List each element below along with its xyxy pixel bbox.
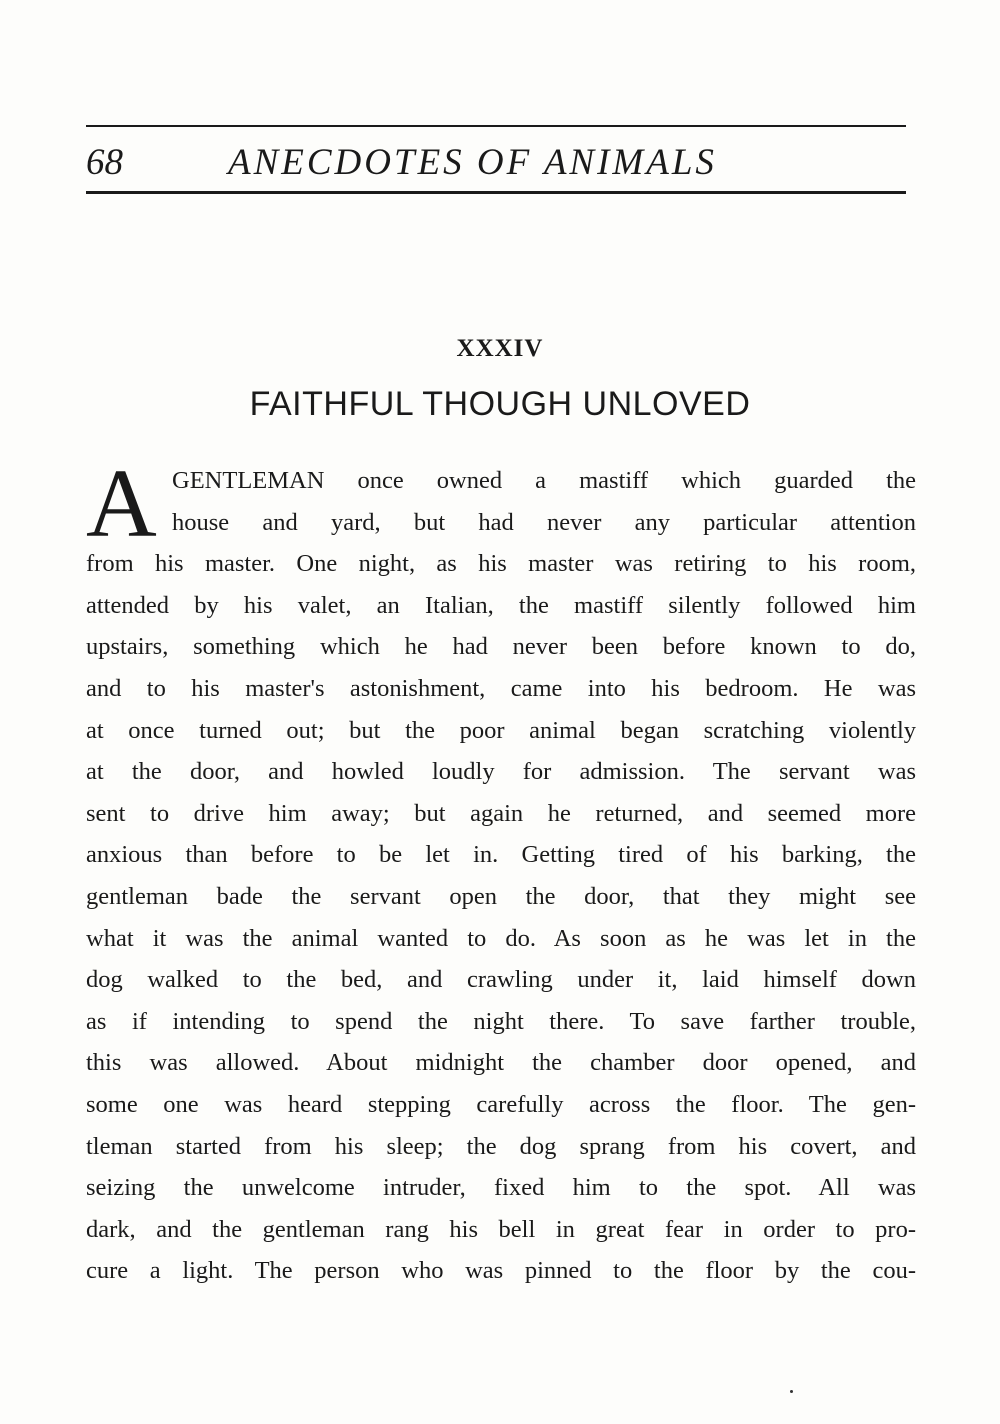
paragraph	[86, 450, 916, 1292]
text-line: GENTLEMAN once owned a mastiff which guarded the	[172, 467, 916, 494]
header-rule-bottom	[86, 191, 906, 194]
body-text	[86, 450, 916, 1292]
text-line: and to his master's astonishment, came into his bedroom. He was	[86, 674, 916, 702]
page-number: 68	[86, 142, 123, 183]
text-line: seizing the unwelcome intruder, fixed him to the spot. All was	[86, 1174, 916, 1202]
text-line: house and yard, but had never any particular attention	[172, 508, 916, 536]
text-line: what it was the animal wanted to do. As soon as he was let in the	[86, 924, 916, 952]
text-line: from his master. One night, as his master was retiring to his room,	[86, 550, 916, 578]
text-line: sent to drive him away; but again he returned, and seemed more	[86, 799, 916, 827]
running-head	[86, 138, 906, 188]
text-line: dog walked to the bed, and crawling under it, laid himself down	[86, 966, 916, 994]
text-line: upstairs, something which he had never been before known to do,	[86, 633, 916, 661]
book-title: ANECDOTES OF ANIMALS	[228, 142, 717, 183]
text-line: tleman started from his sleep; the dog sprang from his covert, and	[86, 1132, 916, 1160]
text-line: at the door, and howled loudly for admission. The servant was	[86, 758, 916, 786]
text-line: this was allowed. About midnight the chamber door opened, and	[86, 1049, 916, 1077]
text-line: at once turned out; but the poor animal began scratching violently	[86, 716, 916, 744]
text-line: cure a light. The person who was pinned to the floor by the cou-	[86, 1257, 916, 1285]
text-line: gentleman bade the servant open the door, that they might see	[86, 882, 916, 910]
text-line: attended by his valet, an Italian, the mastiff silently followed him	[86, 591, 916, 619]
text-line: anxious than before to be let in. Getting tired of his barking, the	[86, 841, 916, 869]
chapter-number: XXXIV	[456, 335, 544, 362]
header-rule-top	[86, 125, 906, 127]
text-line: dark, and the gentleman rang his bell in great fear in order to pro-	[86, 1215, 916, 1243]
stray-mark	[790, 1390, 793, 1393]
drop-cap: A	[86, 450, 157, 558]
chapter-title: FAITHFUL THOUGH UNLOVED	[249, 385, 751, 423]
text-line: as if intending to spend the night there. To save farther trouble,	[86, 1007, 916, 1035]
text-line: some one was heard stepping carefully across the floor. The gen-	[86, 1090, 916, 1118]
